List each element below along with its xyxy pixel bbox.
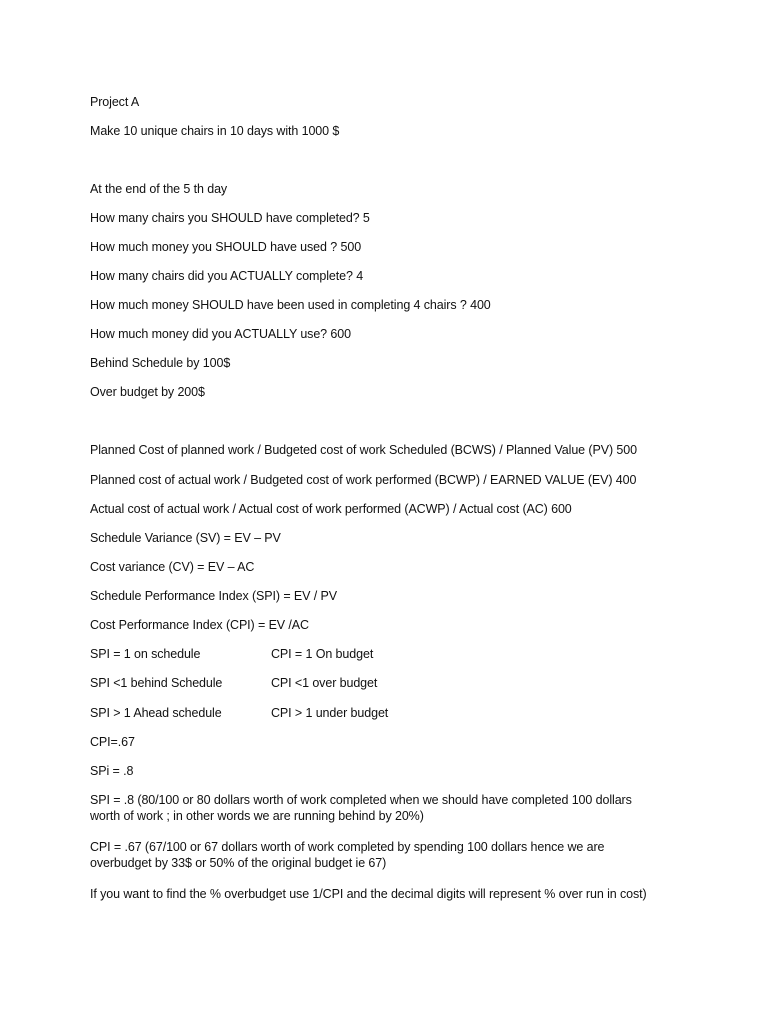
schedule-status: Behind Schedule by 100$ [90, 356, 231, 370]
formula-line: Cost variance (CV) = EV – AC [90, 560, 255, 574]
spi-rule: SPI = 1 on schedule [90, 647, 201, 661]
definition-line: Planned cost of actual work / Budgeted cost of work performed (BCWP) / EARNED VALUE (EV) 400 [90, 473, 637, 487]
cpi-rule: CPI > 1 under budget [271, 706, 389, 720]
spi-result: SPi = .8 [90, 764, 134, 778]
question-line: How much money you SHOULD have used ? 500 [90, 240, 362, 254]
definition-line: Actual cost of actual work / Actual cost of work performed (ACWP) / Actual cost (AC) 600 [90, 502, 572, 516]
cpi-explanation: CPI = .67 (67/100 or 67 dollars worth of work completed by spending 100 dollars hence we are overbudget by 33$ or 50% of the original budget ie 67) [90, 840, 605, 870]
spi-explanation: SPI = .8 (80/100 or 80 dollars worth of work completed when we should have completed 100 dollars worth of work ; in other words we are running behind by 20%) [90, 793, 632, 823]
overbudget-tip: If you want to find the % overbudget use 1/CPI and the decimal digits will represent % over run in cost) [90, 887, 647, 901]
formula-line: Cost Performance Index (CPI) = EV /AC [90, 618, 309, 632]
index-row [90, 705, 389, 721]
budget-status: Over budget by 200$ [90, 385, 205, 399]
question-line: How much money SHOULD have been used in completing 4 chairs ? 400 [90, 298, 491, 312]
cpi-rule: CPI <1 over budget [271, 676, 378, 690]
project-title: Project A [90, 95, 140, 109]
spi-rule: SPI <1 behind Schedule [90, 676, 223, 690]
index-row [90, 646, 374, 662]
cpi-rule: CPI = 1 On budget [271, 647, 374, 661]
question-line: How many chairs you SHOULD have completed? 5 [90, 211, 370, 225]
cpi-result: CPI=.67 [90, 735, 135, 749]
formula-line: Schedule Variance (SV) = EV – PV [90, 531, 281, 545]
project-goal: Make 10 unique chairs in 10 days with 1000 $ [90, 124, 340, 138]
checkpoint-heading: At the end of the 5 th day [90, 182, 228, 196]
definition-line: Planned Cost of planned work / Budgeted cost of work Scheduled (BCWS) / Planned Value (PV) 500 [90, 443, 637, 457]
formula-line: Schedule Performance Index (SPI) = EV / PV [90, 589, 337, 603]
question-line: How much money did you ACTUALLY use? 600 [90, 327, 351, 341]
question-line: How many chairs did you ACTUALLY complete? 4 [90, 269, 364, 283]
spi-rule: SPI > 1 Ahead schedule [90, 706, 222, 720]
index-row [90, 675, 378, 691]
